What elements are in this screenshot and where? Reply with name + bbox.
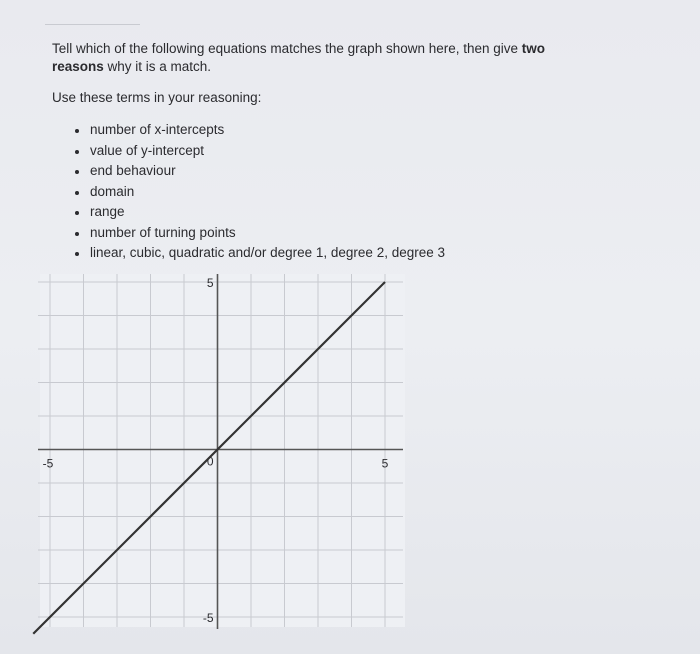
list-item: range <box>70 202 445 223</box>
question-text <box>52 40 612 76</box>
tick-label-x-min: -5 <box>42 456 54 471</box>
tick-label-y-max: 5 <box>206 276 214 290</box>
instruction-text: Use these terms in your reasoning: <box>52 90 262 105</box>
question-bold-reasons: reasons <box>52 59 104 74</box>
divider <box>45 24 140 25</box>
list-item: number of x-intercepts <box>70 120 445 141</box>
list-item: value of y-intercept <box>70 141 445 162</box>
list-item: number of turning points <box>70 223 445 244</box>
list-item: domain <box>70 182 445 203</box>
question-part1: Tell which of the following equations matches the graph shown here, then give <box>52 41 522 56</box>
question-part2: why it is a match. <box>103 59 212 74</box>
line-graph <box>0 262 700 654</box>
list-item: linear, cubic, quadratic and/or degree 1, degree 2, degree 3 <box>70 243 445 264</box>
tick-label-y-min: -5 <box>202 611 214 625</box>
list-item: end behaviour <box>70 161 445 182</box>
plot-background <box>40 274 405 627</box>
tick-label-x-max: 5 <box>381 456 389 471</box>
terms-list <box>70 120 445 264</box>
tick-label-origin: 0 <box>206 454 214 469</box>
question-bold-two: two <box>521 41 546 56</box>
